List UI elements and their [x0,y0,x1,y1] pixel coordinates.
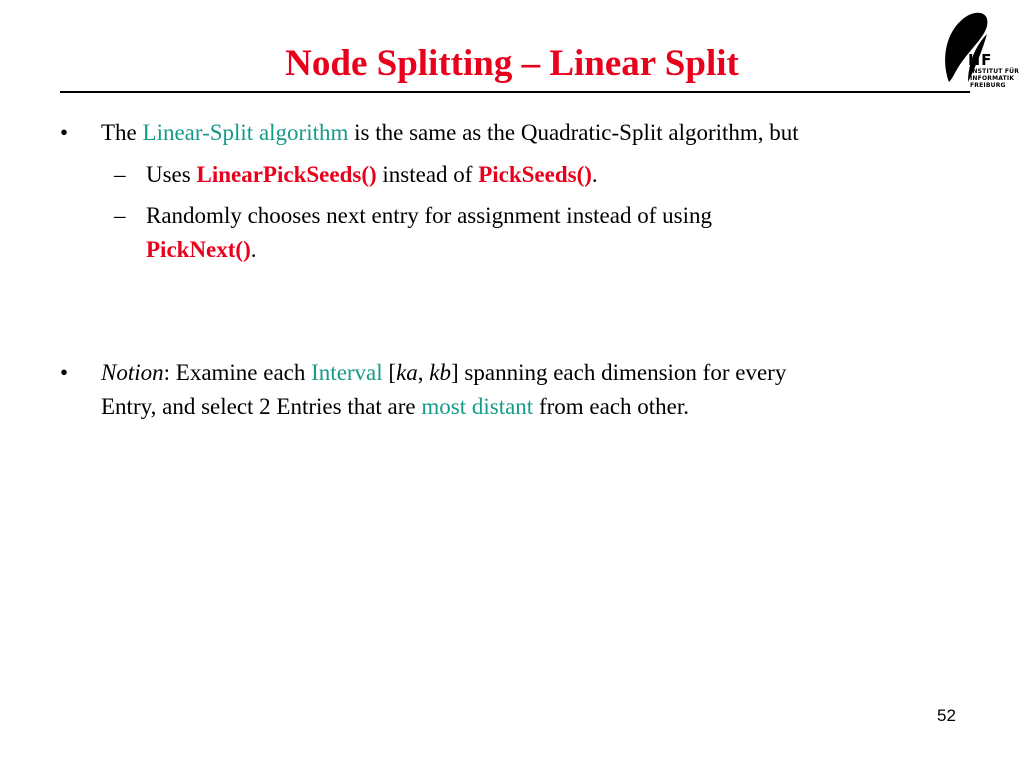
title-dash: – [512,43,550,84]
notion-term: Notion [101,360,164,385]
sub-bullet-2-post: . [250,237,257,262]
sub-bullet-1-text [146,160,598,190]
bullet-marker-1: • [60,120,69,145]
page-number: 52 [937,706,956,725]
title-part2: Linear Split [549,43,739,84]
sub-bullet-1-mid: instead of [376,162,479,187]
interval-term: Interval [311,360,383,385]
bullet-marker-2: • [60,360,69,385]
logo-line-3: FREIBURG [970,82,1006,89]
bullet-2-comma: , [417,360,430,385]
most-distant-term: most distant [421,394,534,419]
sub-bullet-marker-1: – [114,162,126,187]
sub-bullet-1-post: . [591,162,598,187]
title-part1: Node Splitting [285,43,513,84]
bullet-1-pre: The [101,120,143,145]
bullet-2-rest: ] spanning each dimension for every [451,360,787,385]
logo-line-2: INFORMATIK [970,75,1015,82]
ka-variable: ka [396,360,418,385]
bullet-1-post: is the same as the Quadratic-Split algorithm, but [348,120,799,145]
sub-bullet-1-pre: Uses [146,162,197,187]
bullet-2-line-2-pre: Entry, and select 2 Entries that are [101,394,422,419]
sub-bullet-2-line-1: Randomly chooses next entry for assignment instead of using [146,203,712,228]
pick-next-code: PickNext() [146,237,251,262]
bullet-2-colon: : Examine each [163,360,312,385]
sub-bullet-marker-2: – [114,203,126,228]
kb-variable: kb [429,360,452,385]
bullet-2-bracket-open: [ [382,360,397,385]
linear-pick-seeds-code: LinearPickSeeds() [196,162,377,187]
logo-letters: IIF [968,51,993,69]
bullet-2-line-2-post: from each other. [533,394,690,419]
bullet-2-line-1 [101,358,786,388]
logo-line-1: INSTITUT FÜR [970,68,1020,75]
sub-bullet-2-line-2 [146,235,257,265]
linear-split-algorithm-term: Linear-Split algorithm [142,120,349,145]
bullet-2-line-2 [101,392,689,422]
bullet-1-text [101,118,799,148]
pick-seeds-code: PickSeeds() [478,162,592,187]
